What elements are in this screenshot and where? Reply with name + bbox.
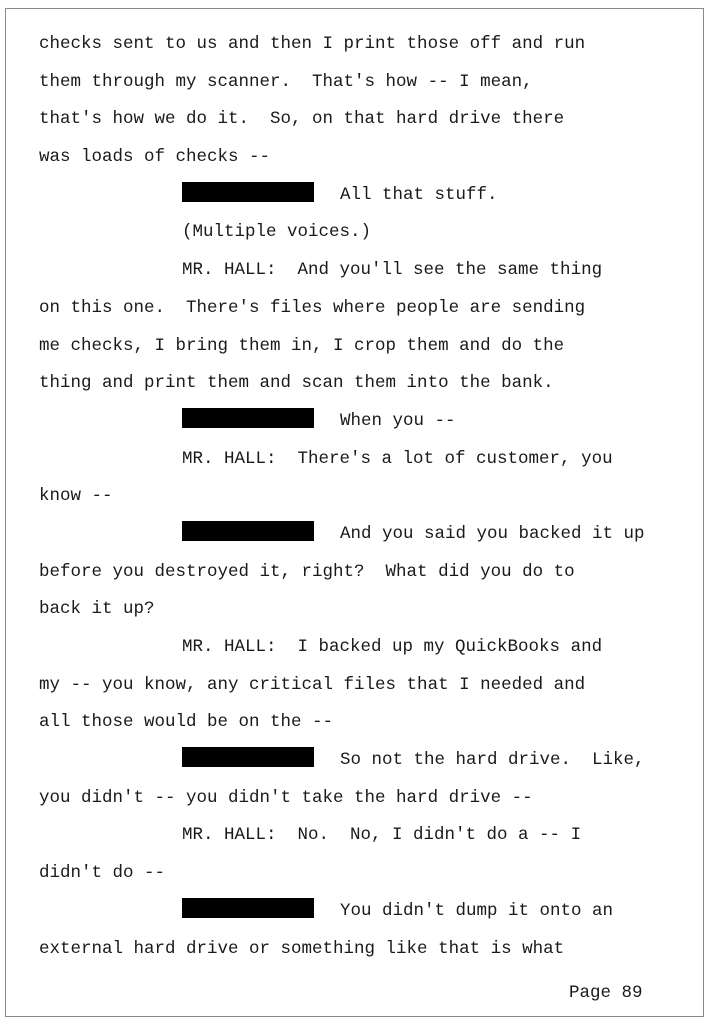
transcript-line: MR. HALL: I backed up my QuickBooks and: [182, 637, 603, 657]
transcript-line-redacted-speaker: [39, 406, 704, 444]
transcript-line: external hard drive or something like that is what: [39, 938, 565, 959]
transcript-line-redacted-speaker: [39, 519, 704, 557]
transcript-page: [5, 8, 704, 1017]
transcript-line: know --: [39, 486, 113, 507]
transcript-line: them through my scanner. That's how -- I mean,: [39, 71, 533, 92]
transcript-line: (Multiple voices.): [182, 222, 372, 243]
transcript-line: on this one. There's files where people are sending: [39, 297, 586, 318]
transcript-line: didn't do --: [39, 863, 166, 884]
transcript-line: me checks, I bring them in, I crop them and do the: [39, 335, 565, 356]
transcript-line: MR. HALL: There's a lot of customer, you: [182, 448, 613, 469]
speaker-text: When you --: [340, 410, 456, 431]
transcript-line: thing and print them and scan them into the bank.: [39, 373, 554, 394]
transcript-line: my -- you know, any critical files that I needed and: [39, 674, 586, 695]
transcript-line: that's how we do it. So, on that hard drive there: [39, 109, 565, 130]
transcript-body: [39, 29, 704, 971]
transcript-line: all those would be on the --: [39, 712, 334, 733]
speaker-text: And you said you backed it up: [340, 523, 645, 544]
transcript-line: MR. HALL: And you'll see the same thing: [182, 260, 603, 281]
transcript-line-redacted-speaker: [39, 745, 704, 783]
redaction-bar: [182, 408, 314, 428]
transcript-line: back it up?: [39, 599, 155, 620]
transcript-line: checks sent to us and then I print those off and run: [39, 34, 586, 54]
speaker-text: You didn't dump it onto an: [340, 900, 614, 921]
transcript-line: MR. HALL: No. No, I didn't do a -- I: [182, 825, 582, 846]
transcript-line: you didn't -- you didn't take the hard drive --: [39, 787, 533, 808]
redaction-bar: [182, 747, 314, 767]
redaction-bar: [182, 898, 314, 918]
speaker-text: All that stuff.: [340, 184, 498, 205]
redaction-bar: [182, 521, 314, 541]
transcript-line: before you destroyed it, right? What did you do to: [39, 561, 575, 582]
transcript-line: was loads of checks --: [39, 147, 271, 168]
transcript-line-redacted-speaker: [39, 896, 704, 934]
speaker-text: So not the hard drive. Like,: [340, 750, 645, 771]
page-number: Page 89: [569, 983, 643, 1003]
transcript-line-redacted-speaker: [39, 180, 704, 218]
redaction-bar: [182, 182, 314, 202]
